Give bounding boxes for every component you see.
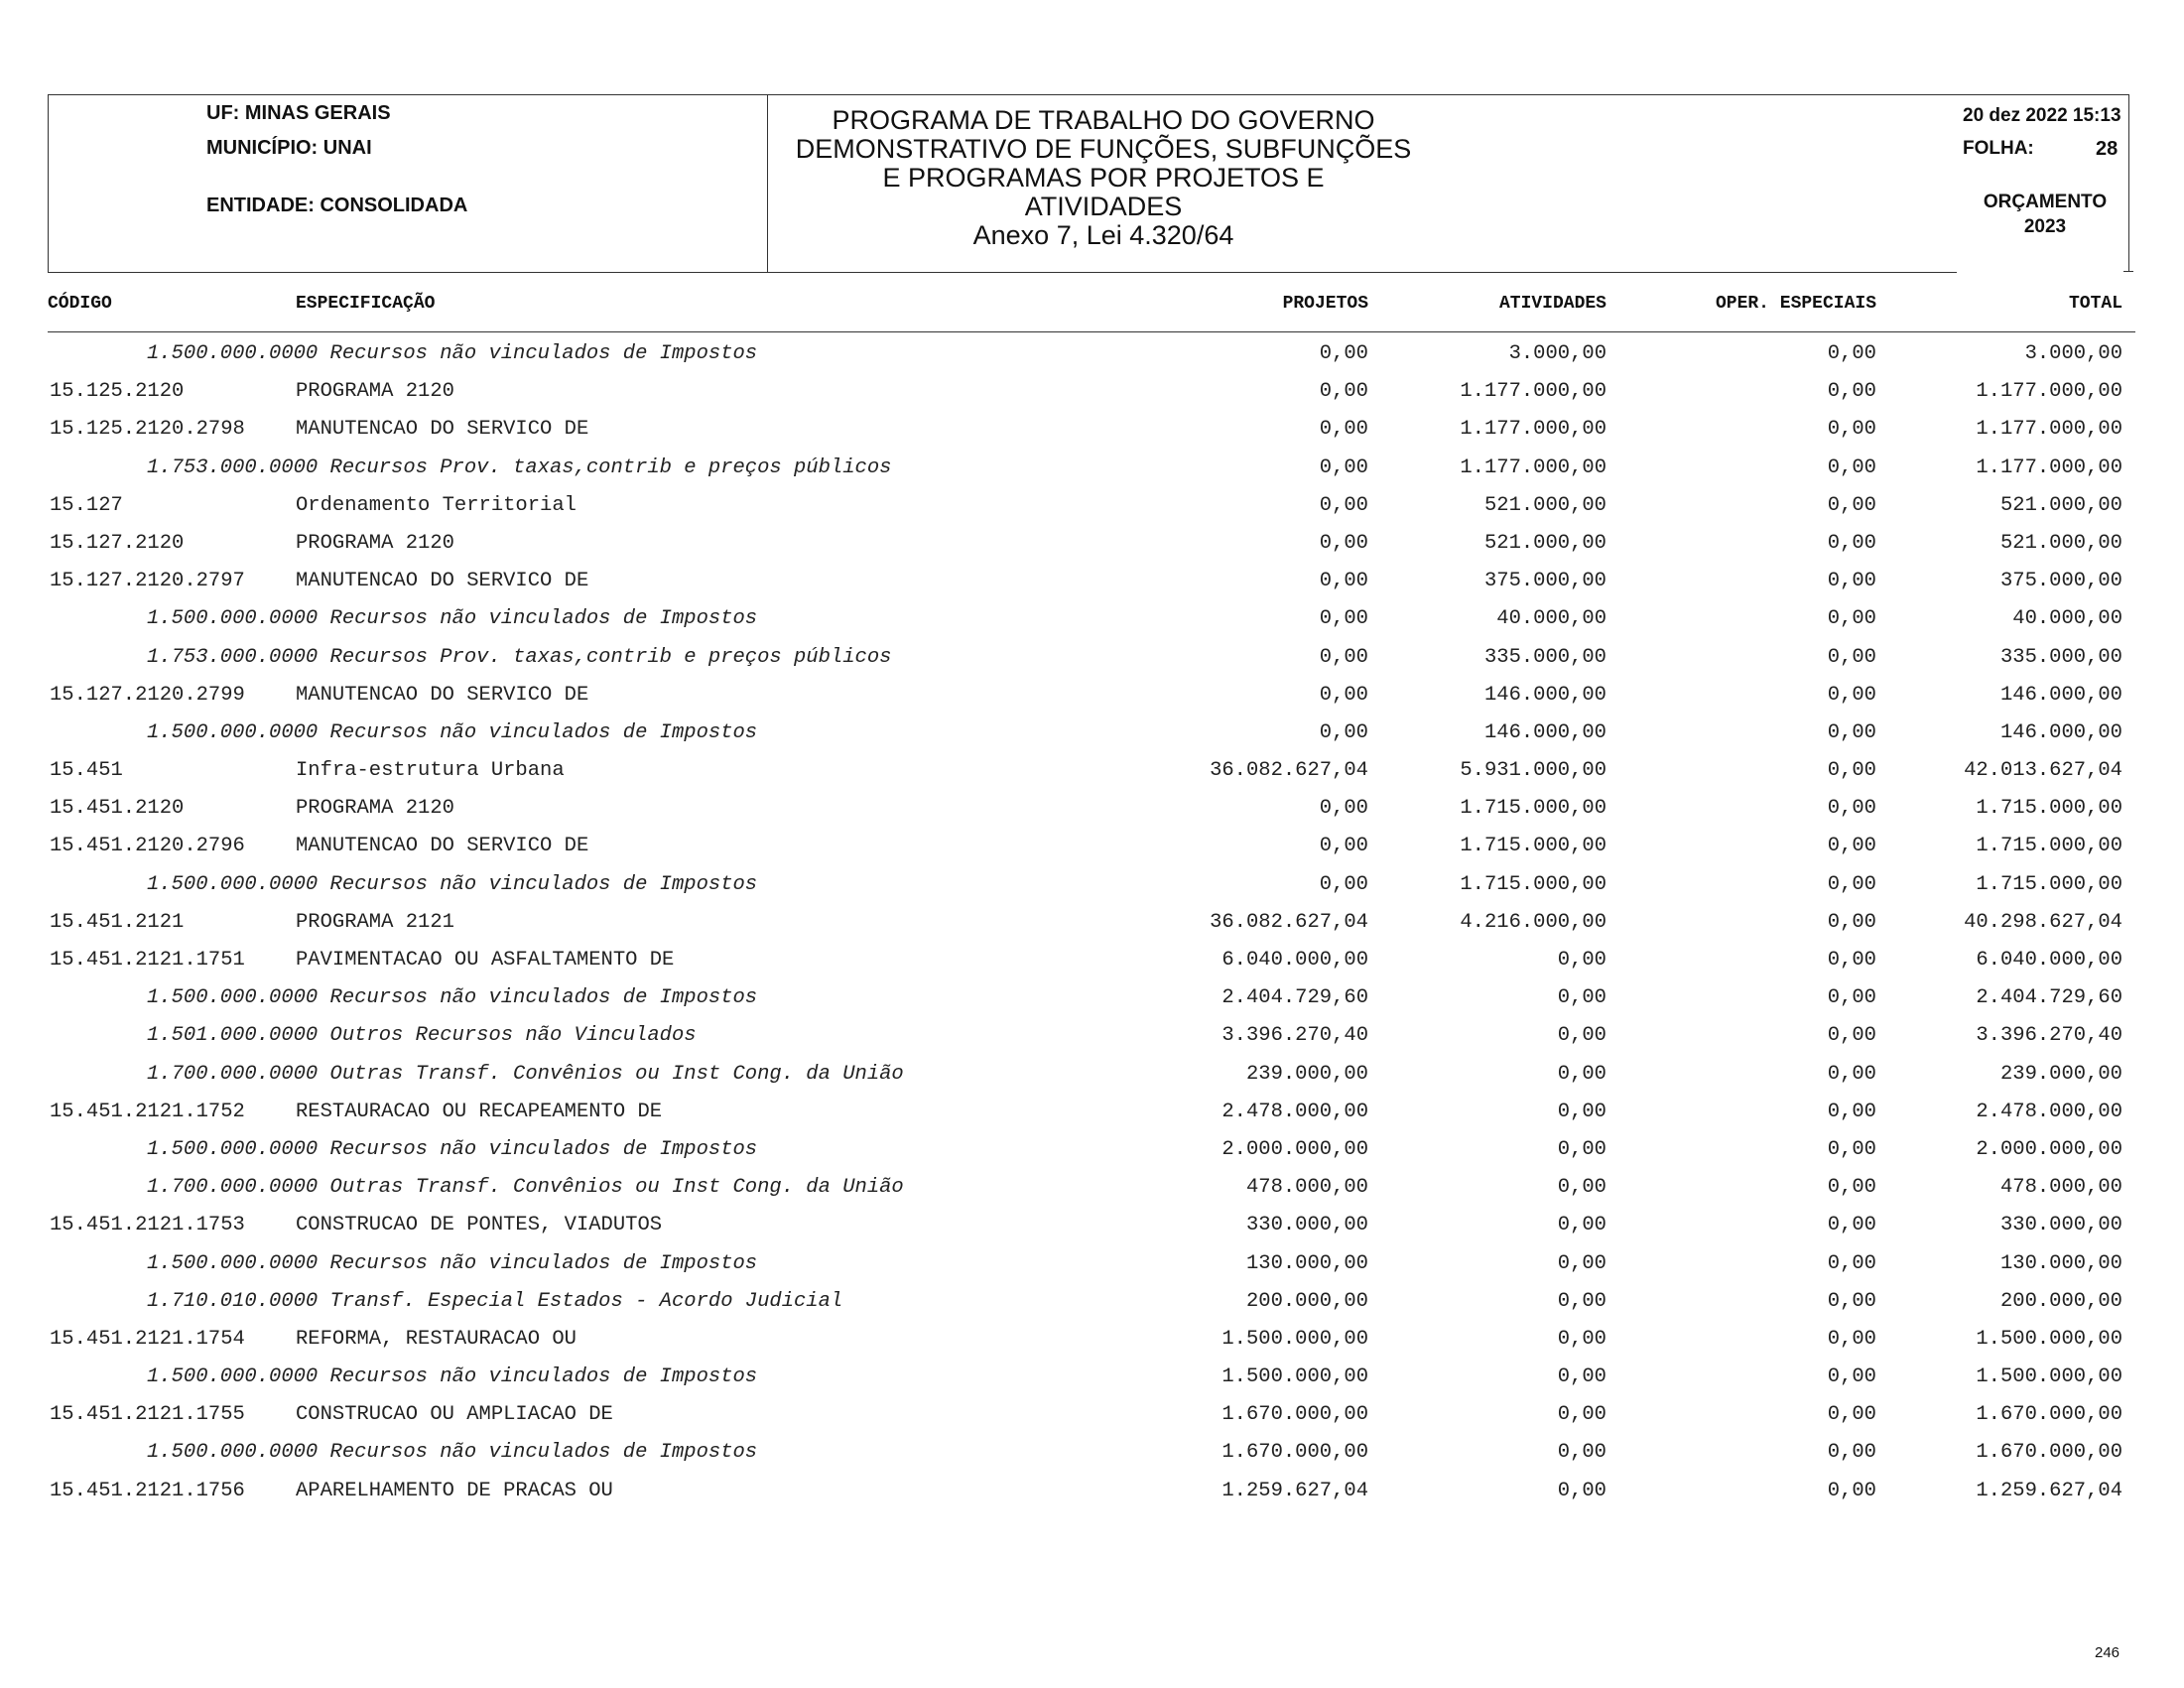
table-row xyxy=(0,904,2184,942)
value-projetos: 478.000,00 xyxy=(1245,1176,1368,1200)
row-code: 15.451.2121.1752 xyxy=(50,1100,245,1123)
value-total: 478.000,00 xyxy=(1999,1176,2122,1200)
value-oper-especiais: 0,00 xyxy=(1827,1100,1876,1123)
value-oper-especiais: 0,00 xyxy=(1827,1251,1876,1275)
value-oper-especiais: 0,00 xyxy=(1827,1137,1876,1161)
source-row xyxy=(0,866,2184,904)
value-total: 146.000,00 xyxy=(1999,683,2122,707)
value-atividades: 0,00 xyxy=(1557,1100,1606,1123)
resource-source: 1.753.000.0000 Recursos Prov. taxas,contrib e preços públicos xyxy=(147,455,892,479)
value-atividades: 0,00 xyxy=(1557,1024,1606,1048)
value-projetos: 1.500.000,00 xyxy=(1221,1327,1368,1351)
value-projetos: 0,00 xyxy=(1319,570,1368,593)
value-oper-especiais: 0,00 xyxy=(1827,342,1876,365)
value-atividades: 0,00 xyxy=(1557,1251,1606,1275)
table-row xyxy=(0,677,2184,714)
value-projetos: 3.396.270,40 xyxy=(1221,1024,1368,1048)
folha-label: FOLHA: xyxy=(1963,138,2034,159)
value-total: 200.000,00 xyxy=(1999,1289,2122,1313)
table-row xyxy=(0,1473,2184,1510)
value-oper-especiais: 0,00 xyxy=(1827,1024,1876,1048)
value-atividades: 40.000,00 xyxy=(1496,607,1606,631)
uf-label: UF: MINAS GERAIS xyxy=(206,102,391,124)
value-total: 1.177.000,00 xyxy=(1976,418,2122,442)
value-projetos: 0,00 xyxy=(1319,493,1368,517)
header-bottom-border xyxy=(48,272,1957,273)
resource-source: 1.710.010.0000 Transf. Especial Estados - Acordo Judicial xyxy=(147,1289,843,1313)
value-projetos: 239.000,00 xyxy=(1245,1062,1368,1086)
header-right-border xyxy=(2128,94,2129,271)
value-oper-especiais: 0,00 xyxy=(1827,759,1876,783)
table-row xyxy=(0,563,2184,600)
value-oper-especiais: 0,00 xyxy=(1827,1214,1876,1237)
table-row xyxy=(0,1094,2184,1131)
table-row xyxy=(0,942,2184,979)
row-specification: Ordenamento Territorial xyxy=(296,493,577,517)
resource-source: 1.700.000.0000 Outras Transf. Convênios ou Inst Cong. da União xyxy=(147,1176,904,1200)
source-row xyxy=(0,639,2184,677)
value-total: 2.404.729,60 xyxy=(1976,986,2122,1010)
value-atividades: 1.715.000,00 xyxy=(1460,872,1606,896)
row-specification: REFORMA, RESTAURACAO OU xyxy=(296,1327,577,1351)
resource-source: 1.753.000.0000 Recursos Prov. taxas,contrib e preços públicos xyxy=(147,645,892,669)
value-projetos: 1.670.000,00 xyxy=(1221,1441,1368,1465)
value-oper-especiais: 0,00 xyxy=(1827,1176,1876,1200)
value-projetos: 0,00 xyxy=(1319,607,1368,631)
table-row xyxy=(0,1396,2184,1434)
row-code: 15.451.2121.1756 xyxy=(50,1479,245,1502)
value-atividades: 0,00 xyxy=(1557,1327,1606,1351)
page-number: 246 xyxy=(2095,1644,2120,1661)
col-header-especificacao: ESPECIFICAÇÃO xyxy=(296,294,436,314)
value-oper-especiais: 0,00 xyxy=(1827,570,1876,593)
value-total: 3.000,00 xyxy=(2024,342,2122,365)
value-total: 1.259.627,04 xyxy=(1976,1479,2122,1502)
row-specification: CONSTRUCAO OU AMPLIACAO DE xyxy=(296,1403,613,1427)
value-total: 521.000,00 xyxy=(1999,493,2122,517)
value-oper-especiais: 0,00 xyxy=(1827,949,1876,972)
value-projetos: 1.500.000,00 xyxy=(1221,1365,1368,1389)
source-row xyxy=(0,600,2184,638)
source-row xyxy=(0,1169,2184,1207)
resource-source: 1.500.000.0000 Recursos não vinculados de Impostos xyxy=(147,720,758,744)
value-atividades: 0,00 xyxy=(1557,949,1606,972)
value-total: 375.000,00 xyxy=(1999,570,2122,593)
value-projetos: 0,00 xyxy=(1319,380,1368,404)
resource-source: 1.500.000.0000 Recursos não vinculados de Impostos xyxy=(147,872,758,896)
value-atividades: 335.000,00 xyxy=(1483,645,1606,669)
source-row xyxy=(0,1017,2184,1055)
value-projetos: 0,00 xyxy=(1319,645,1368,669)
row-specification: MANUTENCAO DO SERVICO DE xyxy=(296,570,589,593)
value-total: 1.177.000,00 xyxy=(1976,380,2122,404)
source-row xyxy=(0,335,2184,373)
value-projetos: 0,00 xyxy=(1319,342,1368,365)
value-total: 239.000,00 xyxy=(1999,1062,2122,1086)
value-total: 1.177.000,00 xyxy=(1976,455,2122,479)
value-projetos: 36.082.627,04 xyxy=(1210,759,1368,783)
value-oper-especiais: 0,00 xyxy=(1827,1441,1876,1465)
row-specification: MANUTENCAO DO SERVICO DE xyxy=(296,683,589,707)
value-total: 521.000,00 xyxy=(1999,531,2122,555)
row-specification: PROGRAMA 2120 xyxy=(296,797,454,821)
value-total: 2.000.000,00 xyxy=(1976,1137,2122,1161)
value-total: 1.500.000,00 xyxy=(1976,1327,2122,1351)
row-specification: PROGRAMA 2120 xyxy=(296,380,454,404)
value-oper-especiais: 0,00 xyxy=(1827,531,1876,555)
report-title-line: ATIVIDADES xyxy=(1024,192,1183,221)
value-total: 1.670.000,00 xyxy=(1976,1403,2122,1427)
value-oper-especiais: 0,00 xyxy=(1827,645,1876,669)
value-oper-especiais: 0,00 xyxy=(1827,720,1876,744)
value-atividades: 1.177.000,00 xyxy=(1460,455,1606,479)
value-oper-especiais: 0,00 xyxy=(1827,380,1876,404)
value-atividades: 0,00 xyxy=(1557,1441,1606,1465)
report-title-line: PROGRAMA DE TRABALHO DO GOVERNO xyxy=(832,105,1375,135)
value-atividades: 0,00 xyxy=(1557,1365,1606,1389)
source-row xyxy=(0,979,2184,1017)
value-projetos: 2.404.729,60 xyxy=(1221,986,1368,1010)
value-oper-especiais: 0,00 xyxy=(1827,986,1876,1010)
value-total: 3.396.270,40 xyxy=(1976,1024,2122,1048)
value-projetos: 330.000,00 xyxy=(1245,1214,1368,1237)
source-row xyxy=(0,1245,2184,1283)
value-oper-especiais: 0,00 xyxy=(1827,455,1876,479)
value-oper-especiais: 0,00 xyxy=(1827,607,1876,631)
row-code: 15.125.2120.2798 xyxy=(50,418,245,442)
value-atividades: 3.000,00 xyxy=(1508,342,1606,365)
row-code: 15.451.2121.1755 xyxy=(50,1403,245,1427)
row-specification: MANUTENCAO DO SERVICO DE xyxy=(296,835,589,858)
value-oper-especiais: 0,00 xyxy=(1827,910,1876,934)
resource-source: 1.500.000.0000 Recursos não vinculados de Impostos xyxy=(147,1251,758,1275)
value-projetos: 36.082.627,04 xyxy=(1210,910,1368,934)
row-specification: PROGRAMA 2121 xyxy=(296,910,454,934)
value-projetos: 0,00 xyxy=(1319,872,1368,896)
source-row xyxy=(0,450,2184,487)
col-header-projetos: PROJETOS xyxy=(1282,294,1368,314)
row-specification: MANUTENCAO DO SERVICO DE xyxy=(296,418,589,442)
value-oper-especiais: 0,00 xyxy=(1827,1403,1876,1427)
value-total: 335.000,00 xyxy=(1999,645,2122,669)
report-datetime: 20 dez 2022 15:13 xyxy=(1963,105,2121,126)
value-total: 40.000,00 xyxy=(2012,607,2122,631)
table-row xyxy=(0,752,2184,790)
row-code: 15.127.2120.2799 xyxy=(50,683,245,707)
resource-source: 1.500.000.0000 Recursos não vinculados de Impostos xyxy=(147,1137,758,1161)
resource-source: 1.500.000.0000 Recursos não vinculados de Impostos xyxy=(147,1365,758,1389)
value-total: 2.478.000,00 xyxy=(1976,1100,2122,1123)
col-header-total: TOTAL xyxy=(2068,294,2122,314)
resource-source: 1.501.000.0000 Outros Recursos não Vinculados xyxy=(147,1024,697,1048)
table-row xyxy=(0,373,2184,411)
value-projetos: 1.670.000,00 xyxy=(1221,1403,1368,1427)
value-atividades: 4.216.000,00 xyxy=(1460,910,1606,934)
value-oper-especiais: 0,00 xyxy=(1827,418,1876,442)
col-header-atividades: ATIVIDADES xyxy=(1498,294,1606,314)
row-specification: PROGRAMA 2120 xyxy=(296,531,454,555)
row-code: 15.127.2120 xyxy=(50,531,185,555)
value-oper-especiais: 0,00 xyxy=(1827,872,1876,896)
value-oper-especiais: 0,00 xyxy=(1827,683,1876,707)
value-atividades: 1.715.000,00 xyxy=(1460,797,1606,821)
value-atividades: 1.715.000,00 xyxy=(1460,835,1606,858)
value-oper-especiais: 0,00 xyxy=(1827,835,1876,858)
row-code: 15.127 xyxy=(50,493,123,517)
value-total: 130.000,00 xyxy=(1999,1251,2122,1275)
value-projetos: 200.000,00 xyxy=(1245,1289,1368,1313)
row-code: 15.451 xyxy=(50,759,123,783)
resource-source: 1.500.000.0000 Recursos não vinculados de Impostos xyxy=(147,1441,758,1465)
value-atividades: 1.177.000,00 xyxy=(1460,380,1606,404)
value-oper-especiais: 0,00 xyxy=(1827,1289,1876,1313)
value-total: 42.013.627,04 xyxy=(1964,759,2122,783)
value-total: 1.500.000,00 xyxy=(1976,1365,2122,1389)
row-code: 15.451.2121 xyxy=(50,910,185,934)
table-row xyxy=(0,828,2184,865)
row-code: 15.451.2120.2796 xyxy=(50,835,245,858)
value-atividades: 0,00 xyxy=(1557,1176,1606,1200)
municipio-label: MUNICÍPIO: UNAI xyxy=(206,137,372,159)
value-projetos: 0,00 xyxy=(1319,683,1368,707)
value-projetos: 0,00 xyxy=(1319,418,1368,442)
value-projetos: 0,00 xyxy=(1319,531,1368,555)
header-divider xyxy=(767,94,768,273)
orcamento-year: 2023 xyxy=(2023,216,2067,237)
row-code: 15.127.2120.2797 xyxy=(50,570,245,593)
value-total: 146.000,00 xyxy=(1999,720,2122,744)
value-oper-especiais: 0,00 xyxy=(1827,1365,1876,1389)
value-oper-especiais: 0,00 xyxy=(1827,797,1876,821)
value-atividades: 0,00 xyxy=(1557,986,1606,1010)
folha-value: 28 xyxy=(2096,138,2119,160)
value-atividades: 146.000,00 xyxy=(1483,683,1606,707)
row-code: 15.451.2121.1753 xyxy=(50,1214,245,1237)
value-atividades: 0,00 xyxy=(1557,1289,1606,1313)
value-atividades: 0,00 xyxy=(1557,1137,1606,1161)
row-specification: RESTAURACAO OU RECAPEAMENTO DE xyxy=(296,1100,663,1123)
value-projetos: 0,00 xyxy=(1319,797,1368,821)
report-title-line: DEMONSTRATIVO DE FUNÇÕES, SUBFUNÇÕES xyxy=(795,134,1412,164)
header-corner-tick xyxy=(2123,271,2133,272)
table-row xyxy=(0,790,2184,828)
value-atividades: 0,00 xyxy=(1557,1214,1606,1237)
col-header-codigo: CÓDIGO xyxy=(48,294,112,314)
value-projetos: 6.040.000,00 xyxy=(1221,949,1368,972)
value-atividades: 375.000,00 xyxy=(1483,570,1606,593)
row-specification: PAVIMENTACAO OU ASFALTAMENTO DE xyxy=(296,949,675,972)
source-row xyxy=(0,1056,2184,1094)
value-oper-especiais: 0,00 xyxy=(1827,1479,1876,1502)
value-projetos: 0,00 xyxy=(1319,720,1368,744)
table-row xyxy=(0,1321,2184,1359)
entidade-label: ENTIDADE: CONSOLIDADA xyxy=(206,195,468,216)
resource-source: 1.500.000.0000 Recursos não vinculados de Impostos xyxy=(147,986,758,1010)
value-total: 330.000,00 xyxy=(1999,1214,2122,1237)
value-atividades: 0,00 xyxy=(1557,1403,1606,1427)
resource-source: 1.500.000.0000 Recursos não vinculados de Impostos xyxy=(147,607,758,631)
value-total: 40.298.627,04 xyxy=(1964,910,2122,934)
row-code: 15.451.2120 xyxy=(50,797,185,821)
value-atividades: 0,00 xyxy=(1557,1062,1606,1086)
table-row xyxy=(0,411,2184,449)
table-row xyxy=(0,525,2184,563)
value-oper-especiais: 0,00 xyxy=(1827,1062,1876,1086)
source-row xyxy=(0,1283,2184,1321)
value-projetos: 2.000.000,00 xyxy=(1221,1137,1368,1161)
col-header-oper-especiais: OPER. ESPECIAIS xyxy=(1715,294,1876,314)
value-atividades: 0,00 xyxy=(1557,1479,1606,1502)
resource-source: 1.700.000.0000 Outras Transf. Convênios ou Inst Cong. da União xyxy=(147,1062,904,1086)
value-total: 6.040.000,00 xyxy=(1976,949,2122,972)
row-code: 15.125.2120 xyxy=(50,380,185,404)
row-specification: CONSTRUCAO DE PONTES, VIADUTOS xyxy=(296,1214,663,1237)
value-total: 1.715.000,00 xyxy=(1976,835,2122,858)
row-specification: APARELHAMENTO DE PRACAS OU xyxy=(296,1479,613,1502)
report-title-line: Anexo 7, Lei 4.320/64 xyxy=(972,220,1234,250)
column-header-rule xyxy=(48,331,2135,332)
value-atividades: 146.000,00 xyxy=(1483,720,1606,744)
report-title-line: E PROGRAMAS POR PROJETOS E xyxy=(882,163,1325,193)
value-projetos: 2.478.000,00 xyxy=(1221,1100,1368,1123)
value-oper-especiais: 0,00 xyxy=(1827,493,1876,517)
orcamento-label: ORÇAMENTO xyxy=(1983,192,2108,212)
row-code: 15.451.2121.1751 xyxy=(50,949,245,972)
value-atividades: 1.177.000,00 xyxy=(1460,418,1606,442)
value-projetos: 0,00 xyxy=(1319,455,1368,479)
value-projetos: 130.000,00 xyxy=(1245,1251,1368,1275)
row-specification: Infra-estrutura Urbana xyxy=(296,759,565,783)
value-total: 1.715.000,00 xyxy=(1976,872,2122,896)
row-code: 15.451.2121.1754 xyxy=(50,1327,245,1351)
value-oper-especiais: 0,00 xyxy=(1827,1327,1876,1351)
table-row xyxy=(0,487,2184,525)
resource-source: 1.500.000.0000 Recursos não vinculados de Impostos xyxy=(147,342,758,365)
value-atividades: 521.000,00 xyxy=(1483,493,1606,517)
value-projetos: 0,00 xyxy=(1319,835,1368,858)
value-atividades: 521.000,00 xyxy=(1483,531,1606,555)
report-title xyxy=(772,106,1435,250)
value-total: 1.715.000,00 xyxy=(1976,797,2122,821)
table-row xyxy=(0,1207,2184,1244)
value-projetos: 1.259.627,04 xyxy=(1221,1479,1368,1502)
source-row xyxy=(0,1434,2184,1472)
budget-table xyxy=(0,335,2184,1510)
source-row xyxy=(0,714,2184,752)
value-atividades: 5.931.000,00 xyxy=(1460,759,1606,783)
source-row xyxy=(0,1131,2184,1169)
source-row xyxy=(0,1359,2184,1396)
value-total: 1.670.000,00 xyxy=(1976,1441,2122,1465)
